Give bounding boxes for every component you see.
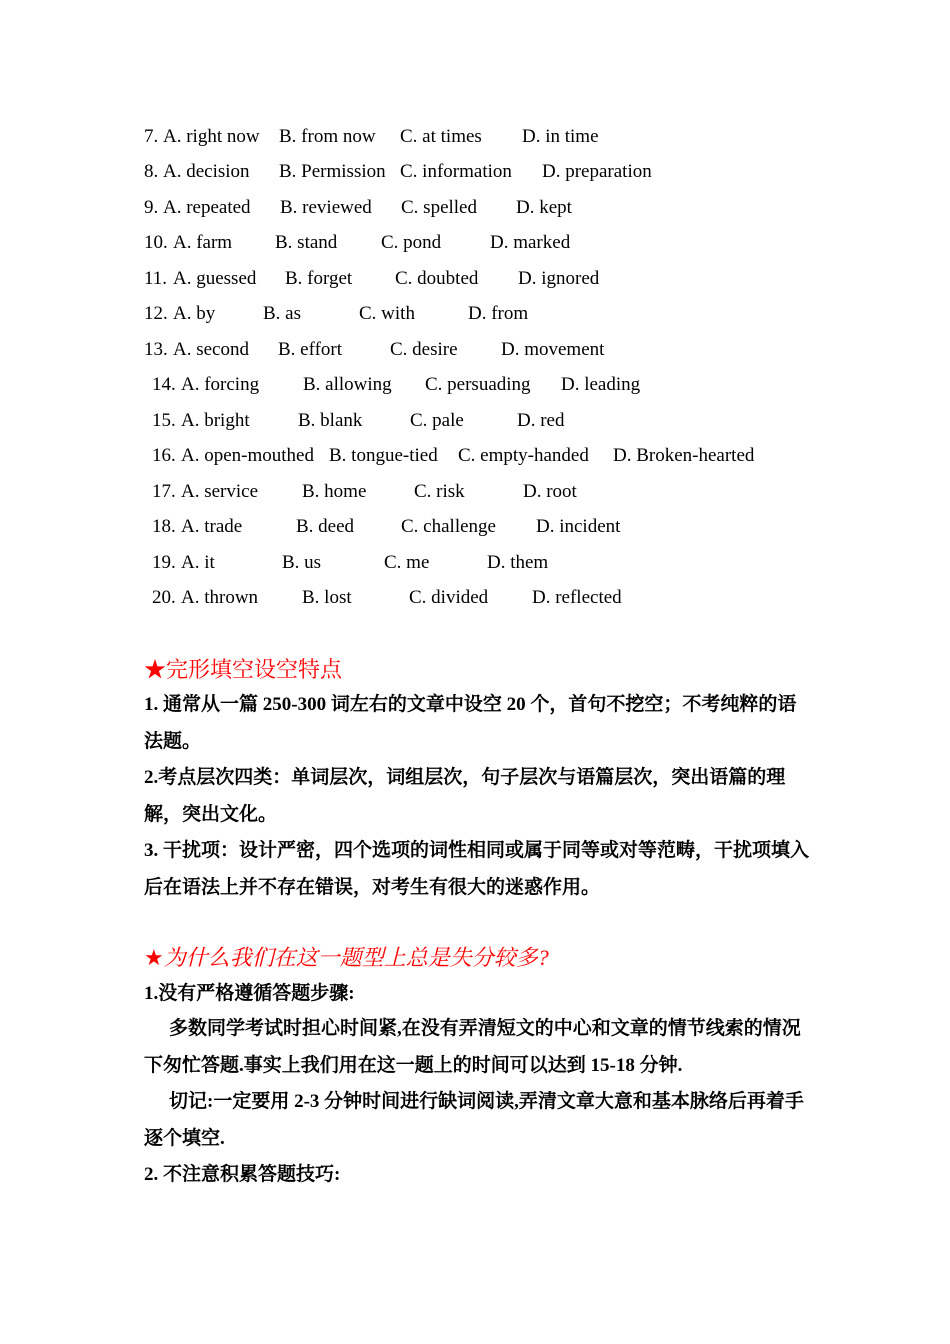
question-number: 16.	[152, 445, 176, 466]
section-title: 完形填空设空特点	[166, 657, 343, 682]
option-d: D. marked	[490, 232, 571, 253]
question-number: 13.	[144, 339, 168, 360]
option-a: A. right now	[163, 126, 260, 147]
paragraph: 3. 干扰项：设计严密，四个选项的词性相同或属于同等或对等范畴，干扰项填入后在语法上并不存在错误，对考生有很大的迷惑作用。	[144, 840, 810, 898]
option-b: B. tongue-tied	[329, 445, 438, 466]
section2-subheading-2	[144, 1157, 814, 1194]
question-number: 9.	[144, 197, 159, 218]
option-d: D. them	[487, 552, 549, 573]
option-c: C. risk	[414, 481, 465, 502]
section2-subheading-1	[144, 976, 814, 1013]
option-c: C. spelled	[401, 197, 477, 218]
option-c: C. divided	[409, 587, 489, 608]
option-d: D. kept	[516, 197, 572, 218]
option-c: C. doubted	[395, 268, 479, 289]
option-b: B. reviewed	[280, 197, 372, 218]
option-d: D. root	[523, 481, 577, 502]
option-b: B. from now	[279, 126, 376, 147]
option-c: C. desire	[390, 339, 458, 360]
option-a: A. forcing	[181, 374, 260, 395]
option-a: A. open-mouthed	[181, 445, 314, 466]
option-d: D. Broken-hearted	[613, 445, 755, 466]
option-b: B. Permission	[279, 161, 386, 182]
option-d: D. incident	[536, 516, 621, 537]
question-number: 19.	[152, 552, 176, 573]
option-a: A. thrown	[181, 587, 259, 608]
option-d: D. from	[468, 303, 529, 324]
paragraph: 1.没有严格遵循答题步骤:	[144, 983, 355, 1004]
option-b: B. us	[282, 552, 322, 573]
paragraph: 1. 通常从一篇 250-300 词左右的文章中设空 20 个，首句不挖空；不考纯粹的语法题。	[144, 694, 797, 752]
option-a: A. it	[181, 552, 215, 573]
paragraph: 2.考点层次四类：单词层次，词组层次，句子层次与语篇层次，突出语篇的理解，突出文化。	[144, 767, 786, 825]
question-number: 15.	[152, 410, 176, 431]
option-b: B. deed	[296, 516, 355, 537]
option-a: A. farm	[173, 232, 233, 253]
option-c: C. pale	[410, 410, 464, 431]
option-d: D. ignored	[518, 268, 600, 289]
option-b: B. effort	[278, 339, 343, 360]
option-c: C. with	[359, 303, 415, 324]
question-number: 17.	[152, 481, 176, 502]
section-title: 为什么我们在这一题型上总是失分较多?	[163, 945, 549, 970]
option-d: D. reflected	[532, 587, 622, 608]
question-number: 18.	[152, 516, 176, 537]
option-b: B. forget	[285, 268, 353, 289]
option-c: C. pond	[381, 232, 442, 253]
question-number: 11.	[144, 268, 168, 289]
option-a: A. repeated	[163, 197, 251, 218]
option-a: A. decision	[163, 161, 250, 182]
option-a: A. by	[173, 303, 216, 324]
option-b: B. as	[263, 303, 301, 324]
option-b: B. stand	[275, 232, 338, 253]
option-c: C. me	[384, 552, 430, 573]
question-number: 8.	[144, 161, 159, 182]
section-heading-cloze-features	[144, 653, 342, 684]
option-c: C. empty-handed	[458, 445, 589, 466]
question-number: 12.	[144, 303, 168, 324]
option-c: C. at times	[400, 126, 482, 147]
paragraph: 多数同学考试时担心时间紧,在没有弄清短文的中心和文章的情节线索的情况下匆忙答题.事实上我们用在这一题上的时间可以达到 15-18 分钟.	[144, 1018, 801, 1076]
question-number: 20.	[152, 587, 176, 608]
question-number: 14.	[152, 374, 176, 395]
section1-body	[144, 687, 814, 906]
question-number: 10.	[144, 232, 168, 253]
option-a: A. guessed	[173, 268, 257, 289]
star-icon: ★	[144, 945, 164, 970]
option-d: D. preparation	[542, 161, 652, 182]
option-a: A. second	[173, 339, 249, 360]
option-b: B. home	[302, 481, 367, 502]
option-c: C. persuading	[425, 374, 531, 395]
section-heading-why-lose-points	[144, 941, 549, 972]
option-d: D. leading	[561, 374, 641, 395]
option-b: B. blank	[298, 410, 363, 431]
option-d: D. in time	[522, 126, 599, 147]
option-a: A. service	[181, 481, 259, 502]
section2-paragraph-2	[144, 1084, 814, 1157]
star-icon: ★	[144, 657, 167, 682]
paragraph: 2. 不注意积累答题技巧:	[144, 1164, 341, 1185]
option-c: C. challenge	[401, 516, 496, 537]
option-d: D. red	[517, 410, 565, 431]
option-c: C. information	[400, 161, 512, 182]
option-d: D. movement	[501, 339, 605, 360]
option-a: A. trade	[181, 516, 243, 537]
option-b: B. lost	[302, 587, 352, 608]
question-number: 7.	[144, 126, 159, 147]
option-b: B. allowing	[303, 374, 392, 395]
option-a: A. bright	[181, 410, 250, 431]
paragraph: 切记:一定要用 2-3 分钟时间进行缺词阅读,弄清文章大意和基本脉络后再着手逐个填空.	[144, 1091, 804, 1149]
section2-paragraph-1	[144, 1011, 814, 1084]
